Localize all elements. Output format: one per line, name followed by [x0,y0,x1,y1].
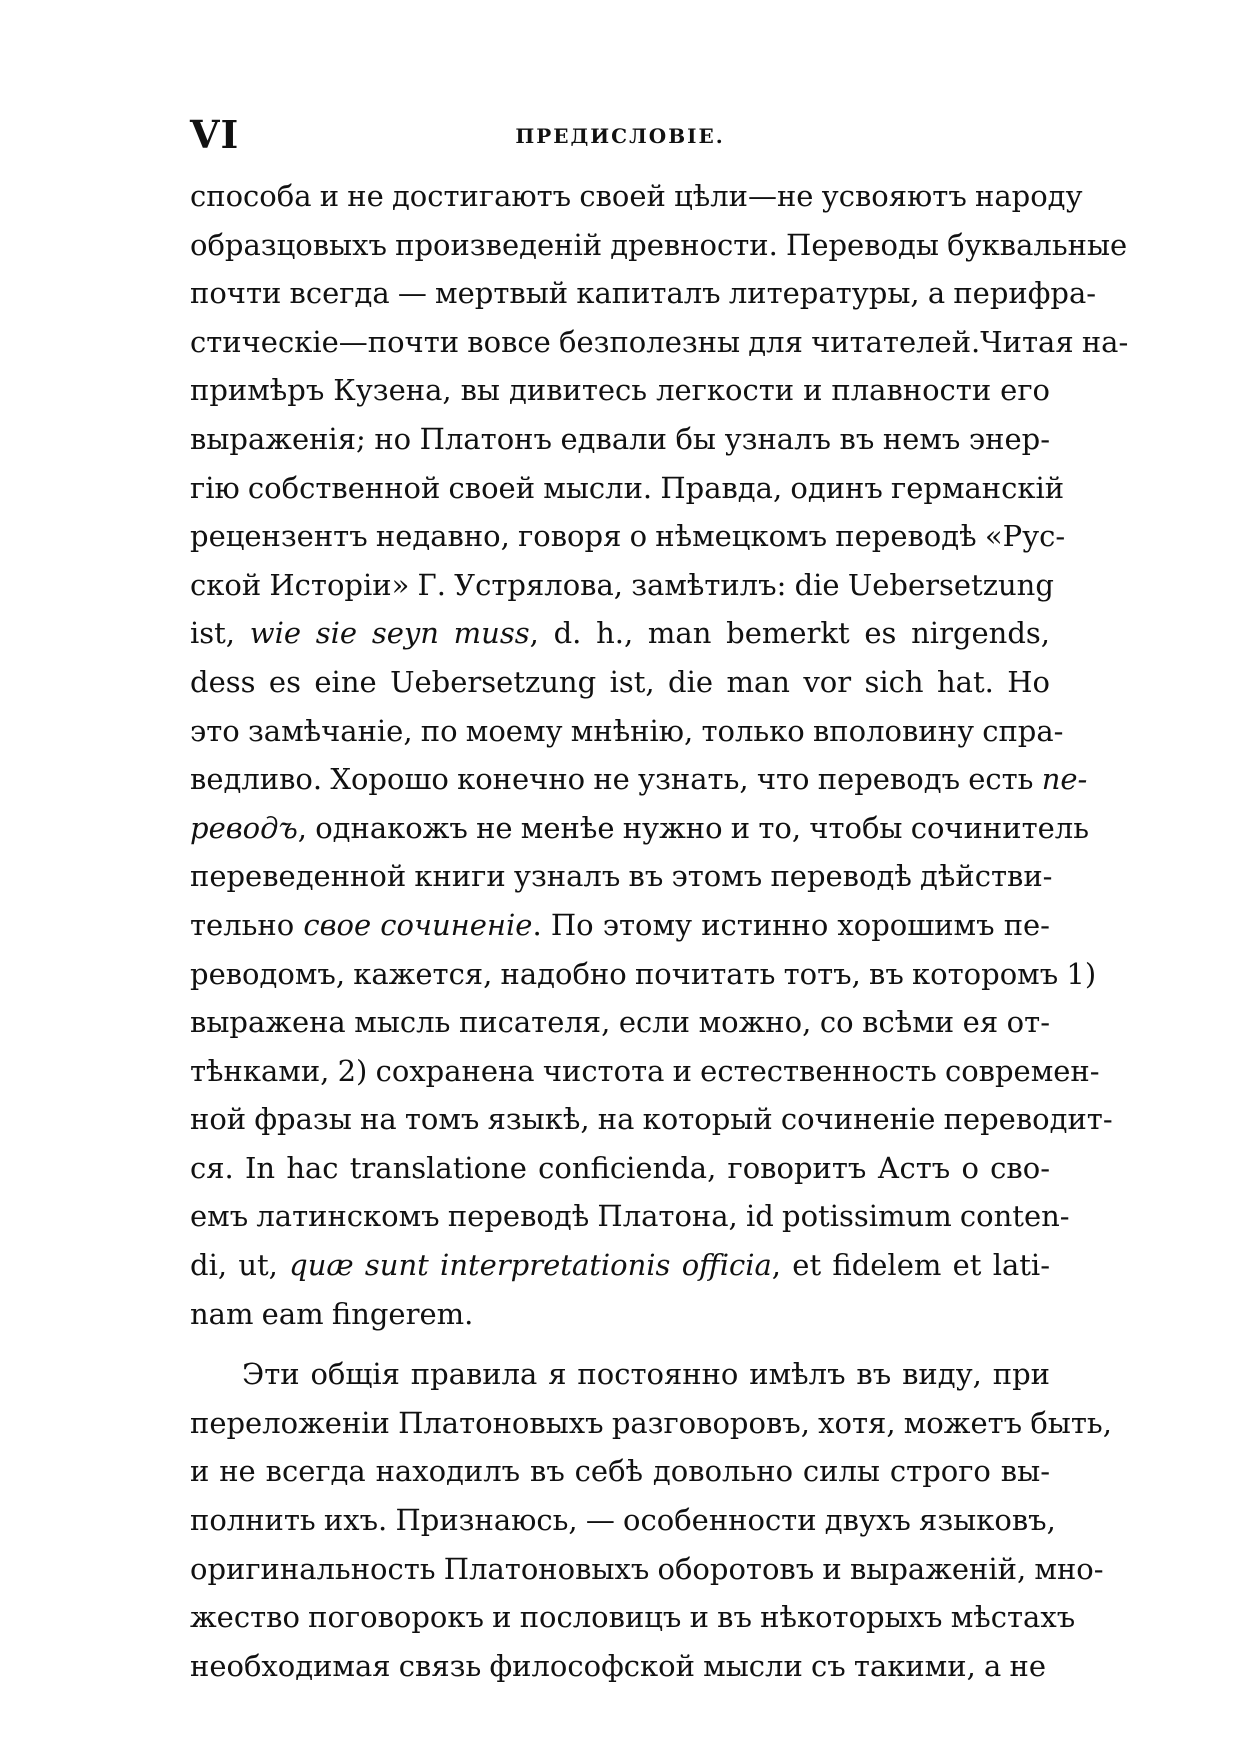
text-run: di, ut, [190,1248,290,1283]
text-run: жество поговорокъ и пословицъ и въ нѣкоторыхъ мѣстахъ [190,1600,1076,1635]
text-line [190,1545,1104,1594]
text-line [190,1144,1050,1193]
text-line [190,1350,1050,1399]
page-header [190,112,1050,162]
text-run: Эти общія правила я постоянно имѣлъ въ виду, при [242,1357,1050,1392]
text-run: , et fidelem et lati- [771,1248,1050,1283]
text-run: переведенной книги узналъ въ этомъ переводѣ дѣйстви- [190,859,1053,894]
paragraph-gap [190,1338,1050,1350]
text-run: почти всегда — мертвый капиталъ литературы, а перифра- [190,276,1097,311]
italic-text: quæ sunt interpretationis officia [289,1248,772,1283]
text-line [190,755,1088,804]
text-run: полнить ихъ. Признаюсь, — особенности двухъ языковъ, [190,1503,1056,1538]
text-run: это замѣчаніе, по моему мнѣнію, только вполовину спра- [190,713,1064,748]
text-run: выраженія; но Платонъ едвали бы узналъ въ немъ энер- [190,421,1050,456]
text-run: . По этому истинно хорошимъ пе- [532,907,1050,942]
text-line [190,901,1050,950]
text-line [190,318,1129,367]
text-run: ной фразы на томъ языкѣ, на который сочиненіе переводит- [190,1102,1113,1137]
text-line [190,998,1050,1047]
text-line [190,1642,1050,1691]
text-run: выражена мысль писателя, если можно, со всѣми ея от- [190,1005,1050,1040]
text-line [190,1290,1050,1339]
italic-text: пе- [1041,762,1088,797]
text-run: , однакожъ не менѣе нужно и то, чтобы сочинитель [297,810,1089,845]
text-run: образцовыхъ произведеній древности. Переводы буквальные [190,227,1128,262]
text-line [190,658,1050,707]
text-line [190,707,1064,756]
text-line [190,221,1128,270]
text-run: емъ латинскомъ переводѣ Платона, id potissimum conten- [190,1199,1070,1234]
text-line [190,852,1053,901]
text-line [190,609,1050,658]
text-run: примѣръ Кузена, вы дивитесь легкости и плавности его [190,373,1050,408]
text-line [190,1447,1050,1496]
running-title: ПРЕДИСЛОВІЕ. [515,124,725,148]
text-run: ведливо. Хорошо конечно не узнать, что переводъ есть [190,762,1042,797]
text-line [190,950,1097,999]
text-run: nam eam fingerem. [190,1296,474,1331]
text-line [190,1399,1112,1448]
text-line [190,1095,1113,1144]
text-run: и не всегда находилъ въ себѣ довольно силы строго вы- [190,1454,1050,1489]
text-line [190,804,1089,853]
text-line [190,366,1050,415]
text-run: тѣнками, 2) сохранена чистота и естественность современ- [190,1053,1100,1088]
italic-text: wie sie seyn muss [249,616,530,651]
text-run: способа и не достигаютъ своей цѣли—не усвояютъ народу [190,179,1083,213]
body-text [190,172,1129,1690]
text-run: необходимая связь философской мысли съ такими, а не [190,1648,1047,1683]
text-line [190,1192,1070,1241]
text-run: , d. h., man bemerkt es nirgends, [529,616,1051,651]
text-run: ся. In hac translatione conficienda, говоритъ Астъ о сво- [190,1150,1050,1185]
text-run: ist, [190,616,250,651]
text-run: гію собственной своей мысли. Правда, одинъ германскій [190,470,1065,505]
text-line [190,464,1065,513]
text-run: стическіе—почти вовсе безполезны для читателей.Читая на- [190,324,1129,359]
italic-text: свое сочиненіе [303,907,533,942]
text-run: реводомъ, кажется, надобно почитать тотъ, въ которомъ 1) [190,956,1097,991]
text-run: dess es eine Uebersetzung ist, die man vor sich hat. Но [190,664,1050,699]
page-number: VI [190,112,240,157]
text-line [190,172,1083,221]
text-run: оригинальность Платоновыхъ оборотовъ и выраженій, мно- [190,1551,1104,1586]
text-run: рецензентъ недавно, говоря о нѣмецкомъ переводѣ «Рус- [190,519,1066,554]
text-line [190,1241,1050,1290]
text-line [190,1496,1056,1545]
text-run: тельно [190,907,304,942]
text-line [190,512,1066,561]
text-line [190,1047,1100,1096]
text-line [190,1593,1076,1642]
text-line [190,415,1050,464]
text-run: ской Исторіи» Г. Устрялова, замѣтилъ: die Uebersetzung [190,567,1054,602]
text-run: переложеніи Платоновыхъ разговоровъ, хотя, можетъ быть, [190,1405,1112,1440]
text-line [190,561,1054,610]
text-line [190,269,1097,318]
italic-text: реводъ [190,810,298,845]
